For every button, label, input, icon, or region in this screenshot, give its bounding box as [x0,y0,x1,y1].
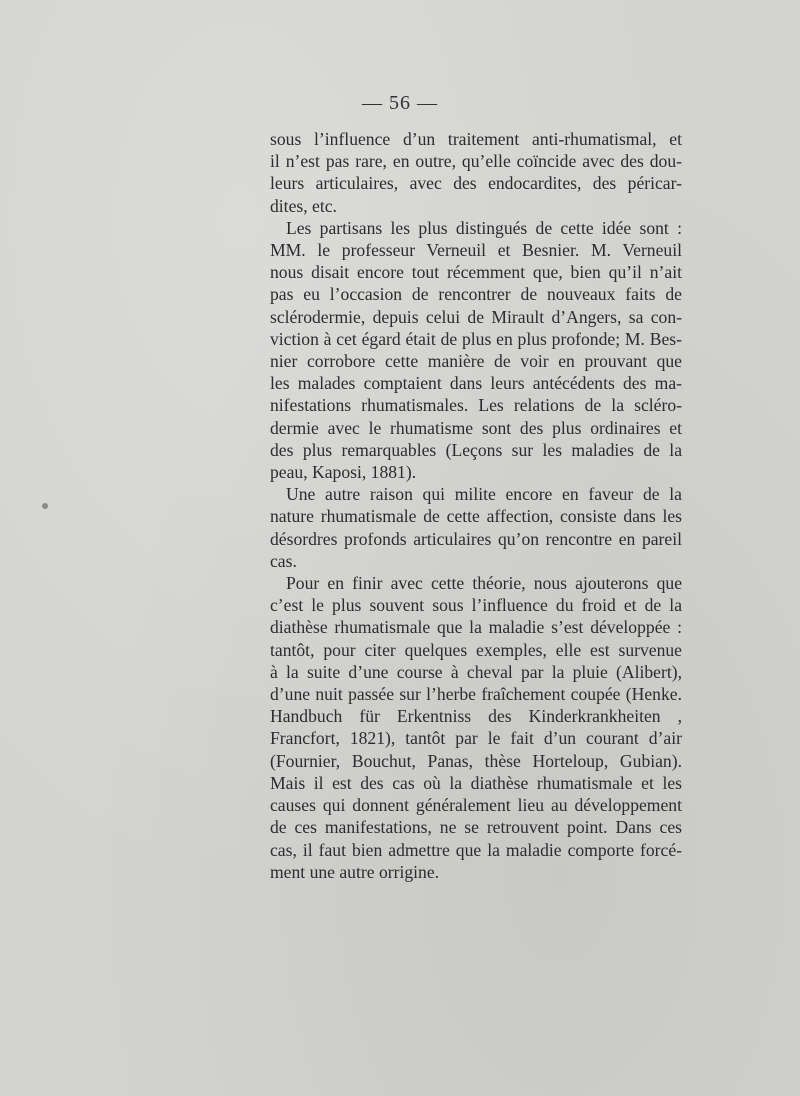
text-line: Pour en finir avec cette théorie, nous ajouterons que [286,573,682,594]
paper-speck [42,503,48,509]
text-line: il n’est pas rare, en outre, qu’elle coïncide avec des dou- [270,151,682,172]
text-line: de ces manifestations, ne se retrouvent point. Dans ces [270,817,682,838]
text-line: nier corrobore cette manière de voir en prouvant que [270,351,682,372]
text-line: sclérodermie, depuis celui de Mirault d’Angers, sa con- [270,306,682,327]
text-line: viction à cet égard était de plus en plus profonde; M. Bes- [270,328,682,349]
text-line: peau, Kaposi, 1881). [270,462,417,483]
paragraph [270,128,682,217]
text-line: (Fournier, Bouchut, Panas, thèse Horteloup, Gubian). [270,750,682,771]
text-line: ment une autre orrigine. [270,861,440,882]
text-line: dites, etc. [270,195,337,216]
text-line: leurs articulaires, avec des endocardites, des péricar- [270,173,682,194]
text-line: Mais il est des cas où la diathèse rhumatismale et les [270,772,682,793]
text-line: causes qui donnent généralement lieu au développement [270,795,682,816]
text-line: Une autre raison qui milite encore en faveur de la [286,484,682,505]
text-line: d’une nuit passée sur l’herbe fraîchement coupée (Henke. [270,684,682,705]
text-line: dermie avec le rhumatisme sont des plus ordinaires et [270,417,682,438]
text-line: des plus remarquables (Leçons sur les maladies de la [270,439,682,460]
text-line: nifestations rhumatismales. Les relations de la scléro- [270,395,682,416]
text-line: nous disait encore tout récemment que, bien qu’il n’ait [270,262,682,283]
text-line: à la suite d’une course à cheval par la pluie (Alibert), [270,661,682,682]
text-line: cas, il faut bien admettre que la maladie comporte forcé- [270,839,682,860]
body-text [270,128,682,883]
paragraph [270,572,682,883]
text-line: sous l’influence d’un traitement anti-rhumatismal, et [270,129,682,149]
text-line: MM. le professeur Verneuil et Besnier. M. Verneuil [270,240,682,261]
text-line: tantôt, pour citer quelques exemples, elle est survenue [270,639,682,660]
page-number: — 56 — [362,92,438,114]
text-line: Handbuch für Erkentniss des Kinderkrankheiten , [270,706,682,727]
paragraph [270,483,682,572]
text-line: Francfort, 1821), tantôt par le fait d’un courant d’air [270,728,682,749]
text-line: diathèse rhumatismale que la maladie s’est développée : [270,617,682,638]
paragraph [270,217,682,483]
text-line: pas eu l’occasion de rencontrer de nouveaux faits de [270,284,682,305]
text-line: c’est le plus souvent sous l’influence du froid et de la [270,595,682,616]
text-line: cas. [270,550,297,571]
text-line: nature rhumatismale de cette affection, consiste dans les [270,506,682,527]
text-line: Les partisans les plus distingués de cette idée sont : [286,217,682,238]
text-line: les malades comptaient dans leurs antécédents des ma- [270,373,682,394]
text-line: désordres profonds articulaires qu’on rencontre en pareil [270,528,682,549]
